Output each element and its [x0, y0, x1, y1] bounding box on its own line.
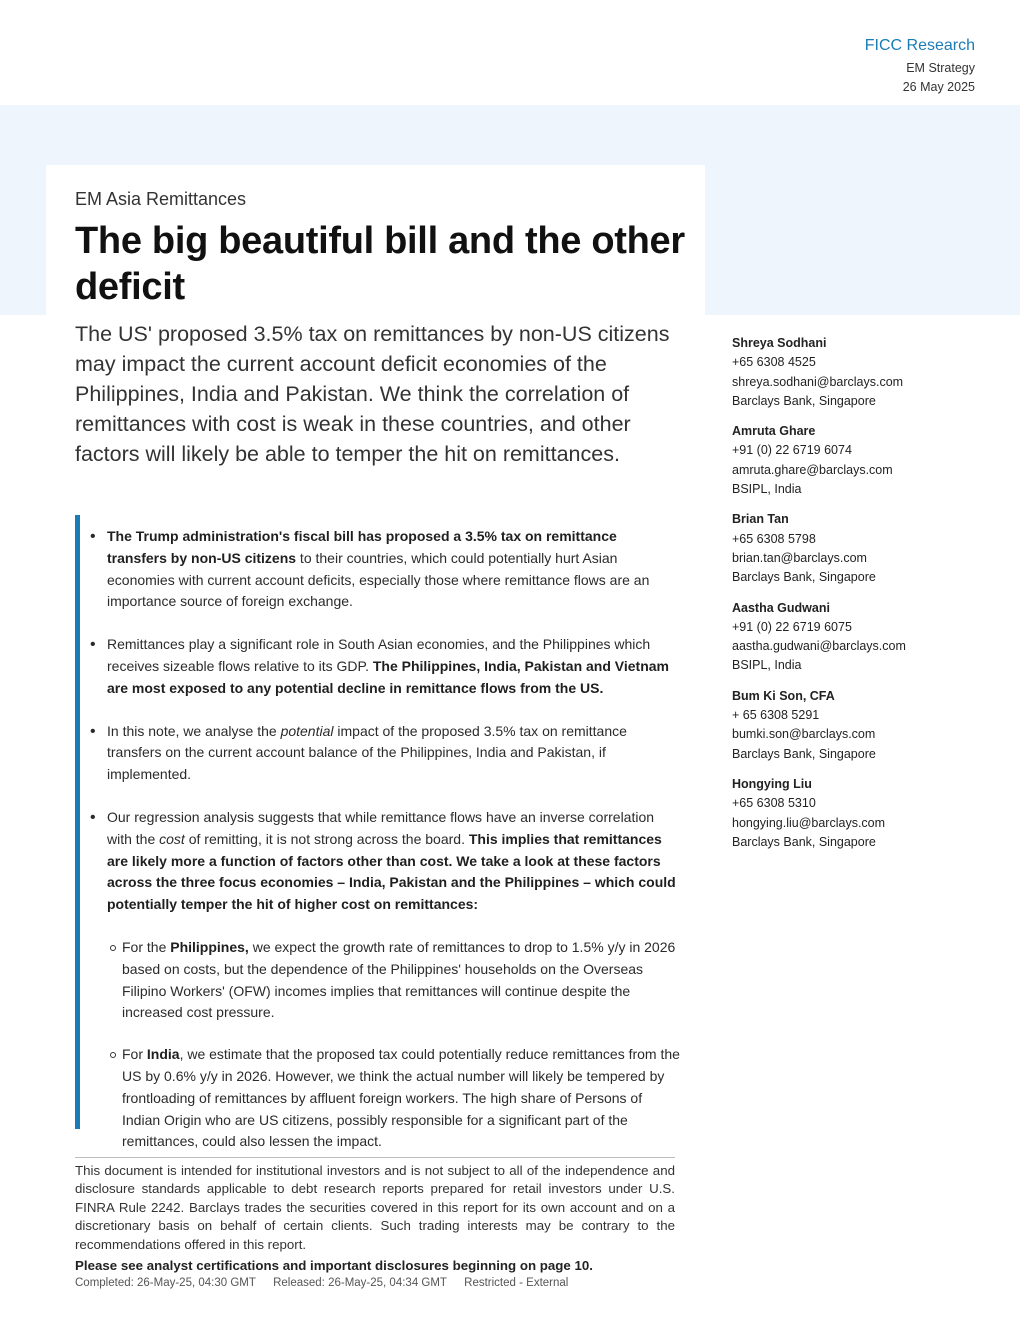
author-phone: +65 6308 5310 — [732, 796, 816, 811]
author-card — [732, 599, 992, 676]
author-entity: Barclays Bank, Singapore — [732, 393, 876, 408]
key-point-text: of remitting, it is not strong across the board. — [184, 830, 469, 847]
page-title: The big beautiful bill and the other deficit — [75, 220, 685, 308]
author-name: Amruta Ghare — [732, 424, 816, 439]
brand-label: FICC Research — [864, 37, 975, 54]
key-point — [80, 634, 680, 699]
report-header — [865, 37, 975, 97]
key-point-text: impact of the proposed 3.5% tax on remittance transfers on the current account balance of the Philippines, India and Pakistan, if implemented. — [107, 722, 627, 783]
report-kicker: EM Asia Remittances — [75, 189, 247, 209]
author-card — [732, 422, 992, 499]
restriction-label: Restricted - External — [464, 1277, 569, 1289]
section-label: EM Strategy — [906, 61, 975, 75]
author-name: Shreya Sodhani — [732, 336, 827, 350]
author-email[interactable]: hongying.liu@barclays.com — [732, 815, 886, 830]
author-email[interactable]: amruta.ghare@barclays.com — [732, 462, 893, 477]
author-phone: + 65 6308 5291 — [732, 708, 820, 723]
author-entity: BSIPL, India — [732, 658, 802, 673]
author-name: Aastha Gudwani — [732, 600, 830, 615]
author-card — [732, 687, 992, 764]
released-time: Released: 26-May-25, 04:34 GMT — [273, 1277, 447, 1289]
author-name: Brian Tan — [732, 512, 789, 527]
sub-point — [80, 937, 680, 1024]
author-name: Hongying Liu — [732, 776, 812, 791]
sub-point-text: For — [122, 1046, 147, 1063]
author-card — [732, 334, 992, 411]
author-email[interactable]: shreya.sodhani@barclays.com — [732, 374, 904, 389]
author-email[interactable]: brian.tan@barclays.com — [732, 550, 867, 565]
author-name: Bum Ki Son, CFA — [732, 688, 835, 703]
sub-point-bold: Philippines, — [170, 938, 249, 955]
author-entity: Barclays Bank, Singapore — [732, 570, 876, 585]
key-point — [80, 526, 680, 613]
sub-point — [80, 1044, 680, 1153]
author-entity: Barclays Bank, Singapore — [732, 834, 876, 849]
report-date: 26 May 2025 — [902, 80, 975, 94]
author-phone: +65 6308 5798 — [732, 531, 816, 546]
disclosures-note: Please see analyst certifications and important disclosures beginning on page 10. — [75, 1258, 593, 1273]
author-email[interactable]: bumki.son@barclays.com — [732, 727, 876, 742]
key-point-text: In this note, we analyse the — [107, 722, 281, 739]
key-points-box — [75, 515, 680, 1150]
author-list — [732, 334, 992, 863]
document-meta — [75, 1277, 582, 1289]
sub-point-bold: India — [146, 1046, 180, 1063]
author-card — [732, 510, 992, 587]
key-point-emphasis: potential — [280, 722, 334, 739]
key-point — [80, 721, 680, 786]
author-entity: Barclays Bank, Singapore — [732, 746, 876, 761]
author-phone: +91 (0) 22 6719 6075 — [732, 619, 852, 634]
author-entity: BSIPL, India — [732, 482, 802, 497]
sub-point-text: , we estimate that the proposed tax could potentially reduce remittances from the US by 0.6% y/y in 2026. However, we think the actual number will likely be tempered by frontloading of remittances by affluent foreign workers. The high share of Persons of Indian Origin who are US citizens, possibly responsible for a significant part of the remittances, could also lessen the impact. — [122, 1046, 680, 1150]
key-point — [80, 807, 680, 916]
key-point-bold: The Trump administration's fiscal bill has proposed a 3.5% tax on remittance transfers by non-US citizens — [107, 528, 617, 566]
key-point-text: to their countries, which could potentially hurt Asian economies with current account deficits, especially those where remittance flows are an importance source of foreign exchange. — [107, 549, 650, 610]
summary-paragraph: The US' proposed 3.5% tax on remittances by non-US citizens may impact the current account deficit economies of the Philippines, India and Pakistan. We think the correlation of remittances with cost is weak in these countries, and other factors will likely be able to temper the hit on remittances. — [75, 322, 670, 466]
sub-point-text: we expect the growth rate of remittances to drop to 1.5% y/y in 2026 based on costs, but the dependence of the Philippines' households on the Overseas Filipino Workers' (OFW) incomes implies that remittances will continue despite the increased cost pressure. — [122, 938, 676, 1021]
sub-point-text: For the — [122, 938, 171, 955]
key-point-text: Our regression analysis suggests that while remittance flows have an inverse correlation with the — [107, 808, 655, 847]
disclaimer-text: This document is intended for institutional investors and is not subject to all of the independence and disclosure standards applicable to debt research reports prepared for retail investors under U.S. FINRA Rule 2242. Barclays trades the securities covered in this report for its own account and on a discretionary basis on behalf of certain clients. Such trading interests may be contrary to the recommendations offered in this report. — [75, 1157, 675, 1254]
key-points-list — [80, 526, 680, 1153]
author-phone: +91 (0) 22 6719 6074 — [732, 443, 852, 458]
author-phone: +65 6308 4525 — [732, 355, 816, 370]
key-point-bold: The Philippines, India, Pakistan and Vietnam are most exposed to any potential decline in remittance flows from the US. — [107, 657, 670, 696]
author-card — [732, 775, 992, 852]
key-point-text: Remittances play a significant role in South Asian economies, and the Philippines which receives sizeable flows relative to its GDP. — [107, 636, 651, 674]
key-point-bold: This implies that remittances are likely more a function of factors other than cost. We take a look at these factors across the three focus economies – India, Pakistan and the Philippines – which could potentially temper the hit of higher cost on remittances: — [107, 830, 676, 913]
completed-time: Completed: 26-May-25, 04:30 GMT — [75, 1277, 256, 1289]
author-email[interactable]: aastha.gudwani@barclays.com — [732, 639, 906, 654]
key-point-emphasis: cost — [159, 830, 185, 847]
